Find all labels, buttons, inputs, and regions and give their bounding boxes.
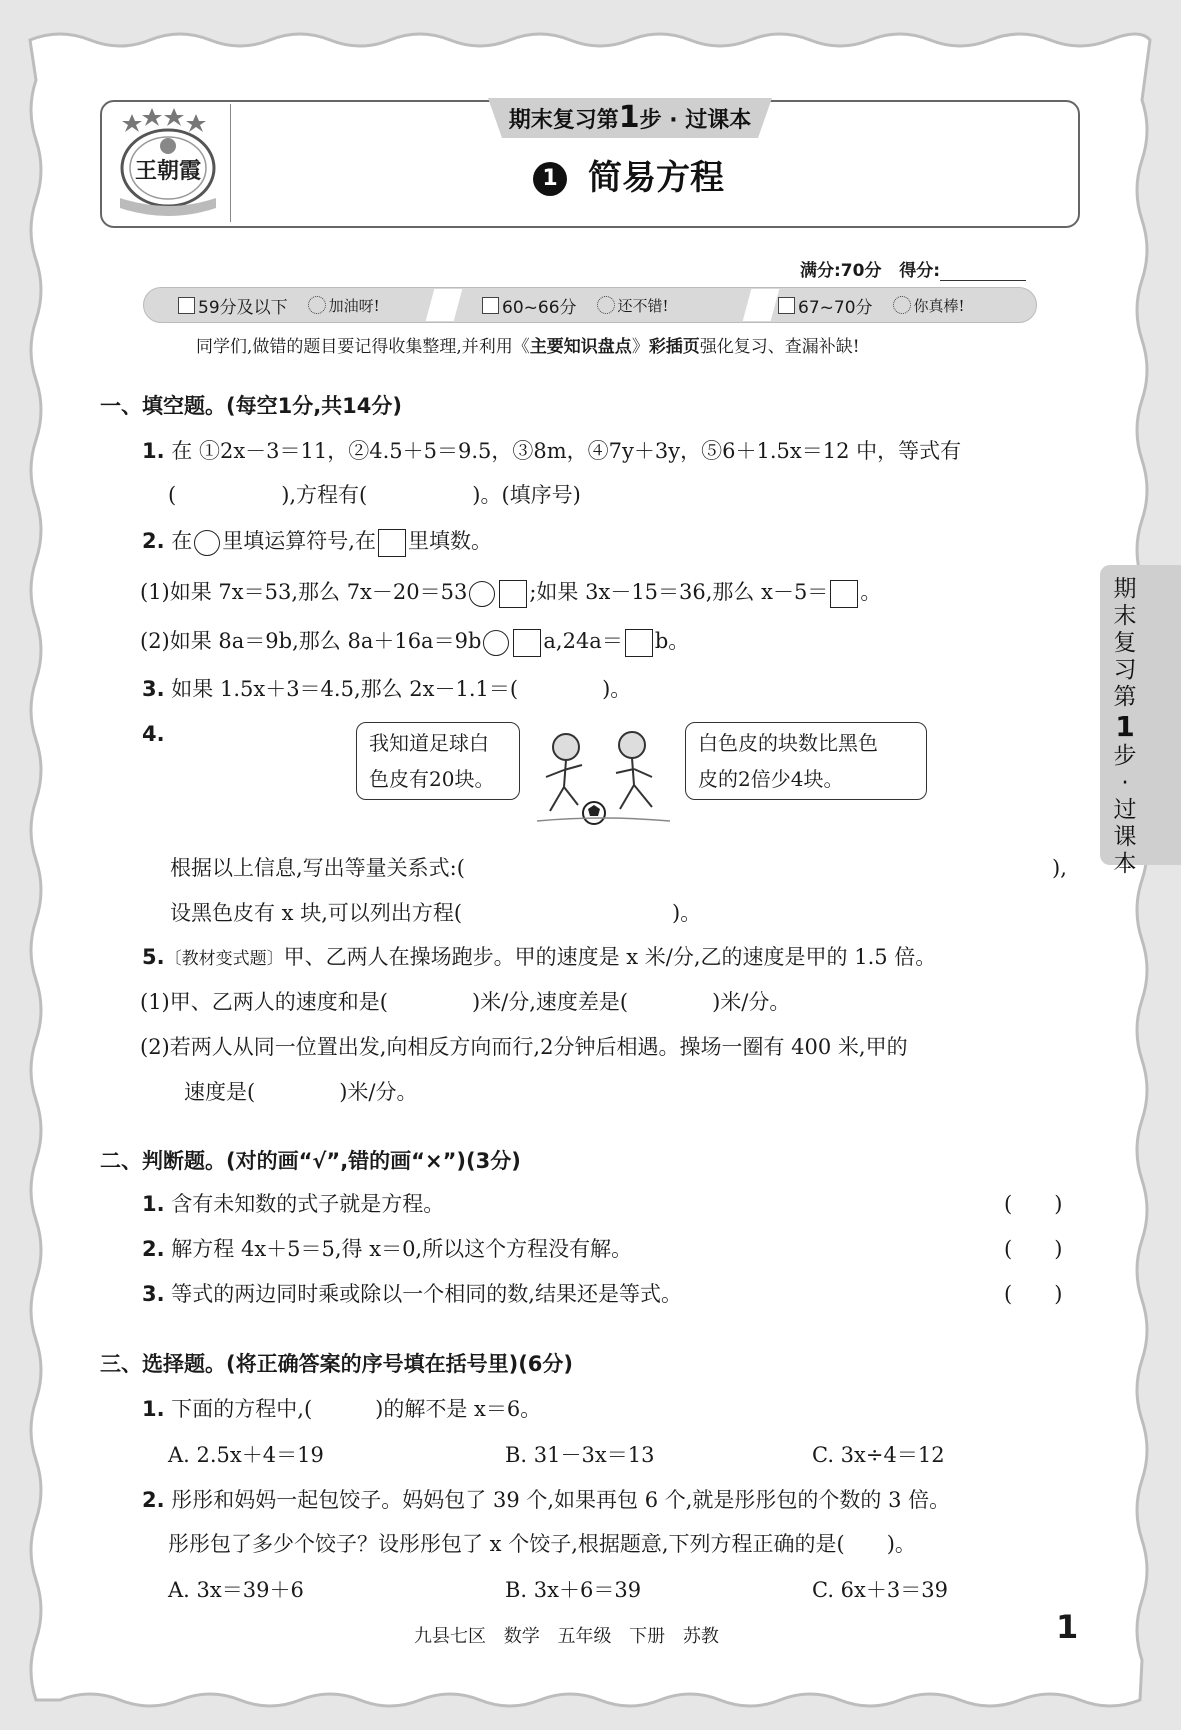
footer-info: 九县七区 数学 五年级 下册 苏教 — [414, 1626, 719, 1647]
speech-bubble-right: 白色皮的块数比黑色 皮的2倍少4块。 — [685, 722, 927, 800]
question-2: 2. 在 里填运算符号,在 里填数。 — [142, 526, 492, 557]
judge-item: 1. 含有未知数的式子就是方程。 — [142, 1192, 445, 1216]
question-2-1: (1)如果 7x＝53,那么 7x－20＝53 ;如果 3x－15＝36,那么 x－5＝ 。 — [140, 577, 881, 608]
study-tip: 同学们,做错的题目要记得收集整理,并利用《主要知识盘点》彩插页强化复习、查漏补缺! — [196, 337, 860, 357]
option-b[interactable]: B. 31－3x＝13 — [505, 1443, 655, 1467]
question-2-2: (2)如果 8a＝9b,那么 8a＋16a＝9b a,24a＝ b。 — [140, 626, 689, 657]
answer-paren[interactable]: ( ) — [1004, 1192, 1063, 1216]
page-title: 简易方程 — [588, 158, 724, 198]
score-line — [800, 256, 1026, 281]
grade-option: 60~66分 还不错! — [482, 292, 669, 318]
square-blank[interactable] — [830, 580, 858, 608]
option-a[interactable]: A. 2.5x＋4＝19 — [168, 1443, 324, 1467]
answer-paren[interactable]: ( ) — [1004, 1237, 1063, 1261]
square-blank[interactable] — [378, 529, 406, 557]
checkbox[interactable] — [482, 297, 499, 314]
square-blank[interactable] — [513, 629, 541, 657]
option-a[interactable]: A. 3x＝39＋6 — [168, 1578, 304, 1602]
grade-option: 67~70分 你真棒! — [778, 292, 965, 318]
judge-item: 3. 等式的两边同时乘或除以一个相同的数,结果还是等式。 — [142, 1282, 682, 1306]
square-blank[interactable] — [625, 629, 653, 657]
smiley-icon — [597, 296, 615, 314]
choice-question-1: 1. 下面的方程中,( )的解不是 x＝6。 — [142, 1397, 542, 1421]
choice-question-2-cont: 彤彤包了多少个饺子？设彤彤包了 x 个饺子,根据题意,下列方程正确的是( )。 — [168, 1532, 916, 1556]
circle-blank[interactable] — [194, 530, 220, 556]
question-4-line2: 设黑色皮有 x 块,可以列出方程( )。 — [170, 901, 702, 925]
question-3: 3. 如果 1.5x＋3＝4.5,那么 2x－1.1＝( )。 — [142, 677, 632, 701]
question-4: 4. — [142, 722, 165, 746]
side-tab-label: 期 末 复 习 第 1 步 · 过 课 本 — [1113, 576, 1137, 877]
question-4-line1: 根据以上信息,写出等量关系式:( — [170, 856, 465, 880]
question-4-line1-end: ), — [1052, 856, 1067, 880]
checkbox[interactable] — [178, 297, 195, 314]
question-5-2: (2)若两人从同一位置出发,向相反方向而行,2分钟后相遇。操场一圈有 400 米,甲的 — [140, 1035, 908, 1059]
unit-number-badge: 1 — [533, 162, 567, 196]
question-5-1: (1)甲、乙两人的速度和是( )米/分,速度差是( )米/分。 — [140, 990, 791, 1014]
question-1-cont: ( ),方程有( )。(填序号) — [168, 483, 581, 507]
speech-bubble-left: 我知道足球白 色皮有20块。 — [356, 722, 520, 800]
svg-text:王朝霞: 王朝霞 — [134, 158, 202, 184]
section-heading: 二、判断题。(对的画“√”,错的画“×”)(3分) — [100, 1149, 521, 1173]
question-5-2-cont: 速度是( )米/分。 — [184, 1080, 418, 1104]
choice-question-2: 2. 彤彤和妈妈一起包饺子。妈妈包了 39 个,如果再包 6 个,就是彤彤包的个数的 3 倍。 — [142, 1488, 951, 1512]
smiley-icon — [893, 296, 911, 314]
answer-paren[interactable]: ( ) — [1004, 1282, 1063, 1306]
children-soccer-illustration — [532, 725, 672, 827]
checkbox[interactable] — [778, 297, 795, 314]
square-blank[interactable] — [499, 580, 527, 608]
question-1: 1. 在 ①2x－3＝11，②4.5＋5＝9.5，③8m，④7y＋3y，⑤6＋1.5x＝12 中，等式有 — [142, 439, 962, 463]
option-c[interactable]: C. 3x÷4＝12 — [812, 1443, 945, 1467]
score-blank — [940, 263, 1026, 281]
question-5: 5.〔教材变式题〕甲、乙两人在操场跑步。甲的速度是 x 米/分,乙的速度是甲的 1.5 倍。 — [142, 945, 937, 969]
section-heading: 三、选择题。(将正确答案的序号填在括号里)(6分) — [100, 1352, 574, 1376]
section-heading: 一、填空题。(每空1分,共14分) — [100, 394, 403, 418]
smiley-icon — [308, 296, 326, 314]
page-number: 1 — [1056, 1608, 1079, 1646]
option-b[interactable]: B. 3x＋6＝39 — [505, 1578, 642, 1602]
judge-item: 2. 解方程 4x＋5＝5,得 x＝0,所以这个方程没有解。 — [142, 1237, 633, 1261]
circle-blank[interactable] — [469, 581, 495, 607]
full-score: 满分:70分 — [800, 261, 882, 281]
logo-divider — [230, 104, 231, 222]
step-banner-text: 期末复习第1步 · 过课本 — [508, 100, 752, 135]
option-c[interactable]: C. 6x＋3＝39 — [812, 1578, 948, 1602]
circle-blank[interactable] — [483, 630, 509, 656]
grade-option: 59分及以下 加油呀! — [178, 292, 380, 318]
publisher-logo — [112, 106, 224, 224]
got-score-label: 得分: — [899, 261, 941, 281]
